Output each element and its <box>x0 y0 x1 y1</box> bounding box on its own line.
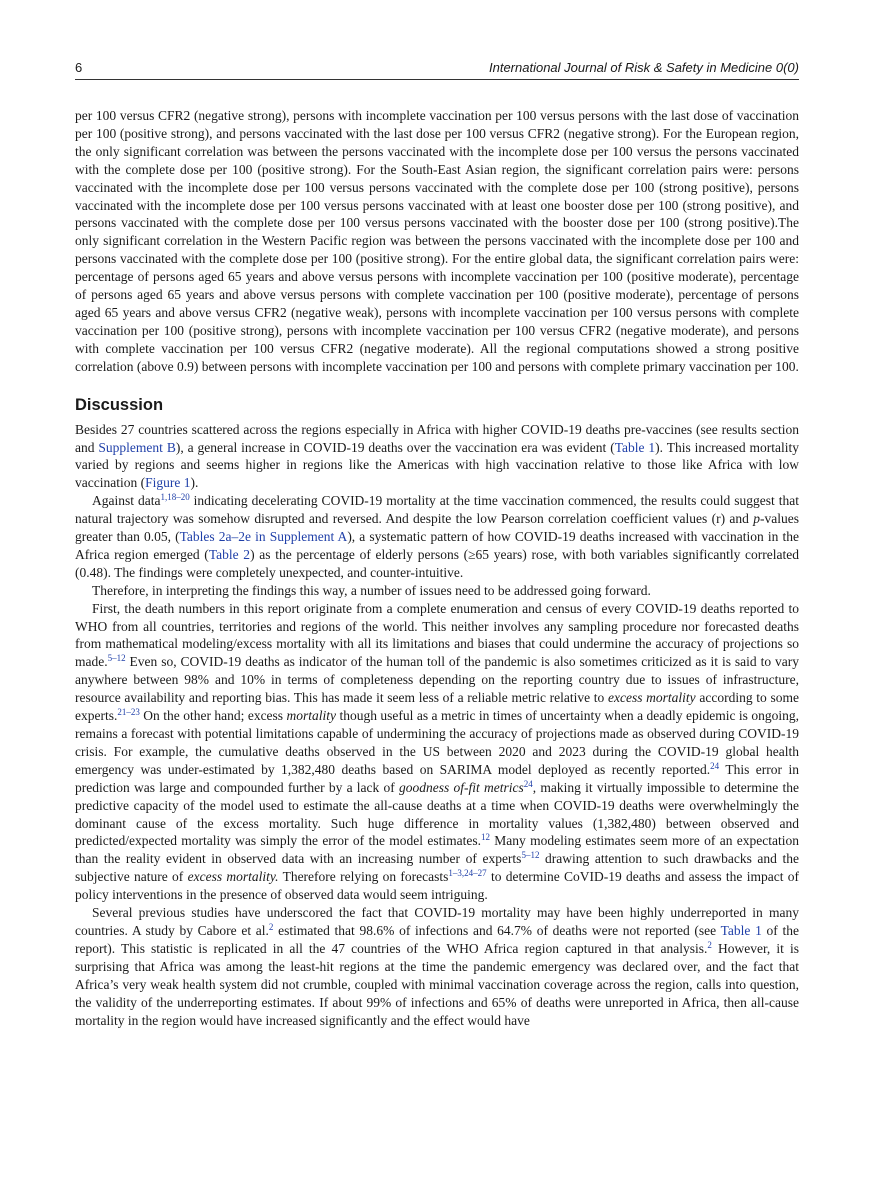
results-paragraph-continued: per 100 versus CFR2 (negative strong), persons with incomplete vaccination per 100 versus persons with the last dose of vaccination per 100 (positive strong), and persons vaccinated with the last dose per 100 versus CFR2 (negative strong). For the European region, the only significant correlation was between the persons vaccinated with the incomplete dose per 100 versus the persons vaccinated with the complete dose per 100 (positive strong). For the South-East Asian region, the significant correlation pairs were: persons vaccinated with the incomplete dose per 100 versus persons vaccinated with the complete dose per 100 (strong positive), persons vaccinated with the incomplete dose per 100 versus persons vaccinated with at least one booster dose per 100 (strong positive), and persons vaccinated with the complete dose per 100 versus persons vaccinated with the booster dose per 100 (strong positive).The only significant correlation in the Western Pacific region was between the persons vaccinated with the incomplete dose per 100 and persons vaccinated with the complete dose per 100 (positive strong). For the entire global data, the significant correlation pairs were: percentage of persons aged 65 years and above versus persons with incomplete vaccination per 100 (positive moderate), percentage of persons aged 65 years and above versus persons with complete vaccination per 100 (positive moderate), percentage of persons aged 65 years and above versus CFR2 (negative weak), persons with incomplete vaccination per 100 versus persons with complete vaccination per 100 (positive strong), persons with incomplete vaccination per 100 versus CFR2 (negative moderate), and persons with complete vaccination per 100 versus CFR2 (negative moderate). All the regional computations showed a strong positive correlation (above 0.9) between persons with incomplete vaccination per 100 and persons with complete primary vaccination per 100. <box>75 108 799 374</box>
citation-link[interactable]: 21–23 <box>117 707 140 718</box>
italic-run: excess mortality <box>608 690 696 706</box>
page <box>75 60 799 1029</box>
text-run: ) as the percentage of elderly persons (≥65 years) rose, with both variables significantly correlated (0.48). The findings were completely unexpected, and counter-intuitive. <box>75 546 800 580</box>
citation-link[interactable]: 5–12 <box>521 850 540 861</box>
text-run: Even so, COVID-19 deaths as indicator of the human toll of the pandemic is also sometimes criticized as it is said to vary anywhere between 98% and 10% in terms of completeness depending on the reporting country due to issues of infrastructure, resource availability and reporting bias. This has made it seem less of a reliable metric relative to <box>75 654 799 706</box>
text-run: Many modeling estimates seem more of an expectation than the reality evident in observed data with an increasing number of experts <box>75 833 799 867</box>
discussion-paragraph-2 <box>75 492 799 582</box>
text-run: Besides 27 countries scattered across the regions especially in Africa with higher COVID-19 deaths pre-vaccines (see results section and <box>75 421 799 455</box>
text-run: Therefore relying on forecasts <box>278 869 449 885</box>
text-run: On the other hand; excess <box>139 708 287 724</box>
text-run: ). This increased mortality varied by regions and seems higher in regions like the Americas with high vaccination relative to those like Africa with low vaccination ( <box>75 439 800 491</box>
italic-run: excess mortality. <box>187 869 279 885</box>
text-run: ), a general increase in COVID-19 deaths over the vaccination era was evident ( <box>175 439 615 455</box>
supplement-b-link[interactable]: Supplement B <box>98 439 176 455</box>
text-run: drawing attention to such drawbacks and the subjective nature of <box>75 851 799 885</box>
text-run: Against data <box>92 493 161 509</box>
citation-link[interactable]: 2 <box>707 939 712 950</box>
figure-1-link[interactable]: Figure 1 <box>145 475 191 491</box>
italic-run: goodness of-fit metrics <box>399 779 524 795</box>
text-run: estimated that 98.6% of infections and 64.7% of deaths were not reported (see <box>273 922 721 938</box>
citation-link[interactable]: 1–3,24–27 <box>448 868 487 879</box>
citation-link[interactable]: 24 <box>710 760 720 771</box>
text-run: This error in prediction was large and compounded further by a lack of <box>75 761 799 795</box>
text-run: though useful as a metric in times of uncertainty when a deadly epidemic is ongoing, remains a forecast with potential limitations capable of undermining the accuracy of projections made as observed during COVID-19 crisis. For example, the cumulative deaths observed in the US between 2020 and 2023 during the COVID-19 global health emergency was under-estimated by 1,382,480 deaths based on SARIMA model deployed as recently reported. <box>75 708 799 777</box>
discussion-paragraph-5 <box>75 904 799 1029</box>
text-run: indicating decelerating COVID-19 mortality at the time vaccination commenced, the results could suggest that natural trajectory was somehow disrupted and reversed. And despite the low Pearson correlation coefficient values (r) and <box>75 493 799 527</box>
running-header <box>75 60 799 80</box>
text-run: -values greater than 0.05, ( <box>75 511 799 545</box>
text-run: , making it virtually impossible to determine the predictive capacity of the model used to estimate the all-cause deaths at a time when COVID-19 deaths were overwhelmingly the dominant cause of the excess mortality. Such huge difference in mortality values (1,382,480) between observed and predicted/expected mortality was simply the error of the model estimates. <box>75 779 799 849</box>
table-1-link[interactable]: Table 1 <box>614 439 656 455</box>
text-run: However, it is surprising that Africa was among the least-hit regions at the time the pandemic emergency was declared over, and the fact that Africa’s very weak health system did not crumble, coupled with minimal vaccination coverage across the region, calls into question, the validity of the underreporting estimates. If about 99% of infections and 65% of deaths were unreported in Africa, then all-cause mortality in the region would have increased significantly and the effect would have <box>75 940 799 1028</box>
text-run: to determine CoVID-19 deaths and assess the impact of policy interventions in the presence of observed data would seem intriguing. <box>75 869 799 903</box>
citation-link[interactable]: 2 <box>268 921 274 932</box>
text-run: ), a systematic pattern of how COVID-19 deaths increased with vaccination in the Africa region emerged ( <box>75 529 799 562</box>
citation-link[interactable]: 5–12 <box>107 653 126 664</box>
italic-run: p <box>753 511 761 527</box>
text-run: First, the death numbers in this report originate from a complete enumeration and census of every COVID-19 deaths reported to WHO from all countries, territories and regions of the world. This neither involves any sampling procedure nor forecasted deaths from mathematical modeling/excess mortality with all its limitations and biases that could undermine the accuracy of projections so made. <box>75 600 799 670</box>
journal-title: International Journal of Risk & Safety in Medicine 0(0) <box>489 60 799 75</box>
citation-link[interactable]: 12 <box>480 832 490 843</box>
text-run: ). <box>190 475 199 491</box>
section-heading-discussion: Discussion <box>75 395 164 414</box>
text-run: Several previous studies have underscored the fact that COVID-19 mortality may have been highly underreported in many countries. A study by Cabore et al. <box>75 905 799 938</box>
discussion-paragraph-3: Therefore, in interpreting the findings this way, a number of issues need to be addressed going forward. <box>92 582 651 598</box>
page-number: 6 <box>75 60 83 75</box>
table-1-link[interactable]: Table 1 <box>720 922 762 938</box>
citation-link[interactable]: 24 <box>523 778 533 789</box>
italic-run: mortality <box>286 708 337 724</box>
table-2-link[interactable]: Table 2 <box>208 546 251 562</box>
discussion-paragraph-4 <box>75 600 799 904</box>
citation-link[interactable]: 1,18–20 <box>160 492 190 503</box>
discussion-paragraph-1 <box>75 421 799 493</box>
supplement-a-tables-link[interactable]: Tables 2a–2e in Supplement A <box>179 529 348 545</box>
text-run: of the report). This statistic is replicated in all the 47 countries of the WHO Africa region captured in that analysis. <box>75 922 799 956</box>
text-run: according to some experts. <box>75 690 799 724</box>
